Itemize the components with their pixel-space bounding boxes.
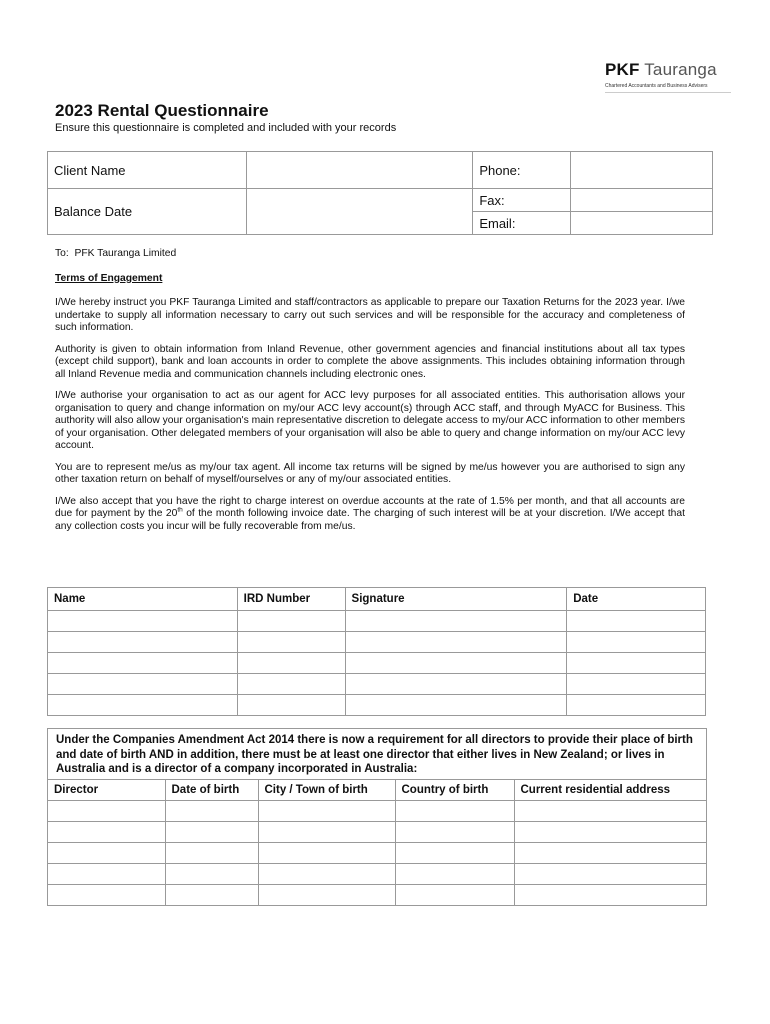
table-row [48, 632, 706, 653]
dob-cell[interactable] [165, 842, 258, 863]
director-cell[interactable] [48, 863, 165, 884]
ird-cell[interactable] [237, 653, 345, 674]
name-cell[interactable] [48, 611, 238, 632]
table-row [48, 821, 706, 842]
date-cell[interactable] [567, 632, 706, 653]
name-cell[interactable] [48, 674, 238, 695]
birth-country-cell[interactable] [395, 884, 514, 905]
address-cell[interactable] [514, 884, 706, 905]
directors-notice: Under the Companies Amendment Act 2014 there is now a requirement for all directors to provide their place of birth and date of birth AND in addition, there must be at least one director that either lives in New Zealand; or lives in Australia and is a director of a company incorporated in Australia: [56, 734, 693, 775]
email-field[interactable] [571, 212, 713, 235]
directors-col-header: Country of birth [395, 779, 514, 800]
date-cell[interactable] [567, 611, 706, 632]
ird-cell[interactable] [237, 695, 345, 716]
logo-tagline: Chartered Accountants and Business Advisers [605, 83, 708, 89]
to-name: PFK Tauranga Limited [74, 248, 177, 259]
logo-city: Tauranga [644, 60, 717, 79]
table-row [48, 674, 706, 695]
interest-superscript: th [177, 506, 183, 514]
birth-city-cell[interactable] [258, 884, 395, 905]
birth-city-cell[interactable] [258, 863, 395, 884]
signature-col-header: Date [567, 588, 706, 611]
terms-paragraph-5 [55, 496, 685, 534]
directors-section [47, 728, 707, 906]
client-details-table [47, 151, 713, 235]
addressee [55, 248, 685, 261]
phone-label: Phone: [473, 152, 571, 189]
email-label: Email: [473, 212, 571, 235]
ird-cell[interactable] [237, 674, 345, 695]
fax-label: Fax: [473, 189, 571, 212]
directors-col-header: City / Town of birth [258, 779, 395, 800]
terms-paragraph-3: I/We authorise your organisation to act as our agent for ACC levy purposes for all associated entities. This authorisation allows your organisation to query and change information on my/our ACC levy account(s) through ACC staff, and through MyACC for Business. This authority will also allow your organisation's main representative discretion to delegate access to my/our ACC information to other members of your organisation. Other delegated members of your organisation will also be able to query and change information on my/our ACC levy account. [55, 390, 685, 451]
signature-col-header: Name [48, 588, 238, 611]
directors-header-row [48, 779, 706, 800]
birth-city-cell[interactable] [258, 842, 395, 863]
table-row [48, 863, 706, 884]
terms-letter [55, 248, 685, 542]
director-cell[interactable] [48, 800, 165, 821]
table-row [48, 842, 706, 863]
dob-cell[interactable] [165, 821, 258, 842]
ird-cell[interactable] [237, 632, 345, 653]
address-cell[interactable] [514, 842, 706, 863]
pkf-logo [605, 60, 735, 93]
signature-cell[interactable] [345, 632, 567, 653]
terms-paragraph-2: Authority is given to obtain information from Inland Revenue, other government agencies and financial institutions about all tax types (except child support), bank and loan accounts in order to complete the above assignments. This includes obtaining information through all Inland Revenue media and communication channels including electronic ones. [55, 343, 685, 380]
table-row [48, 611, 706, 632]
phone-field[interactable] [571, 152, 713, 189]
fax-field[interactable] [571, 189, 713, 212]
signature-col-header: IRD Number [237, 588, 345, 611]
signature-table [47, 587, 706, 716]
director-cell[interactable] [48, 821, 165, 842]
directors-table [48, 779, 706, 905]
directors-col-header: Director [48, 779, 165, 800]
director-cell[interactable] [48, 842, 165, 863]
table-row [48, 884, 706, 905]
signature-cell[interactable] [345, 653, 567, 674]
signature-header-row [48, 588, 706, 611]
dob-cell[interactable] [165, 800, 258, 821]
signature-cell[interactable] [345, 695, 567, 716]
terms-paragraph-1: I/We hereby instruct you PKF Tauranga Limited and staff/contractors as applicable to prepare our Taxation Returns for the 2023 year. I/we undertake to supply all information necessary to carry out such services and will be responsible for the accuracy and completeness of such information. [55, 297, 685, 333]
signature-cell[interactable] [345, 674, 567, 695]
dob-cell[interactable] [165, 884, 258, 905]
terms-paragraph-4: You are to represent me/us as my/our tax agent. All income tax returns will be signed by me/us however you are authorised to sign any other taxation return on behalf of myself/ourselves or any of my/our associated entities. [55, 461, 685, 485]
table-row [48, 695, 706, 716]
address-cell[interactable] [514, 821, 706, 842]
birth-country-cell[interactable] [395, 842, 514, 863]
ird-cell[interactable] [237, 611, 345, 632]
birth-country-cell[interactable] [395, 800, 514, 821]
directors-col-header: Current residential address [514, 779, 706, 800]
date-cell[interactable] [567, 653, 706, 674]
client-name-field[interactable] [246, 152, 473, 189]
interest-text-a: I/We also accept that you have the right to charge interest on overdue accounts at the rate of 1.5% per month, and that all accounts are due for payment by the 20 [55, 495, 685, 519]
table-row [48, 800, 706, 821]
table-row [48, 653, 706, 674]
name-cell[interactable] [48, 695, 238, 716]
client-name-label: Client Name [48, 152, 247, 189]
dob-cell[interactable] [165, 863, 258, 884]
signature-cell[interactable] [345, 611, 567, 632]
to-prefix: To: [55, 248, 69, 259]
birth-city-cell[interactable] [258, 800, 395, 821]
date-cell[interactable] [567, 695, 706, 716]
birth-country-cell[interactable] [395, 863, 514, 884]
terms-heading: Terms of Engagement [55, 272, 163, 284]
signature-col-header: Signature [345, 588, 567, 611]
director-cell[interactable] [48, 884, 165, 905]
page-subtitle: Ensure this questionnaire is completed and included with your records [55, 122, 397, 134]
directors-col-header: Date of birth [165, 779, 258, 800]
birth-country-cell[interactable] [395, 821, 514, 842]
birth-city-cell[interactable] [258, 821, 395, 842]
name-cell[interactable] [48, 653, 238, 674]
logo-divider [605, 92, 731, 93]
date-cell[interactable] [567, 674, 706, 695]
balance-date-field[interactable] [246, 189, 473, 235]
address-cell[interactable] [514, 863, 706, 884]
interest-text-b: of the month following invoice date. The charging of such interest will be at your discretion. I/We accept that any collection costs you incur will be fully recoverable from me/us. [55, 508, 685, 532]
name-cell[interactable] [48, 632, 238, 653]
logo-brand: PKF [605, 60, 640, 79]
balance-date-label: Balance Date [48, 189, 247, 235]
page-title: 2023 Rental Questionnaire [55, 101, 269, 120]
address-cell[interactable] [514, 800, 706, 821]
